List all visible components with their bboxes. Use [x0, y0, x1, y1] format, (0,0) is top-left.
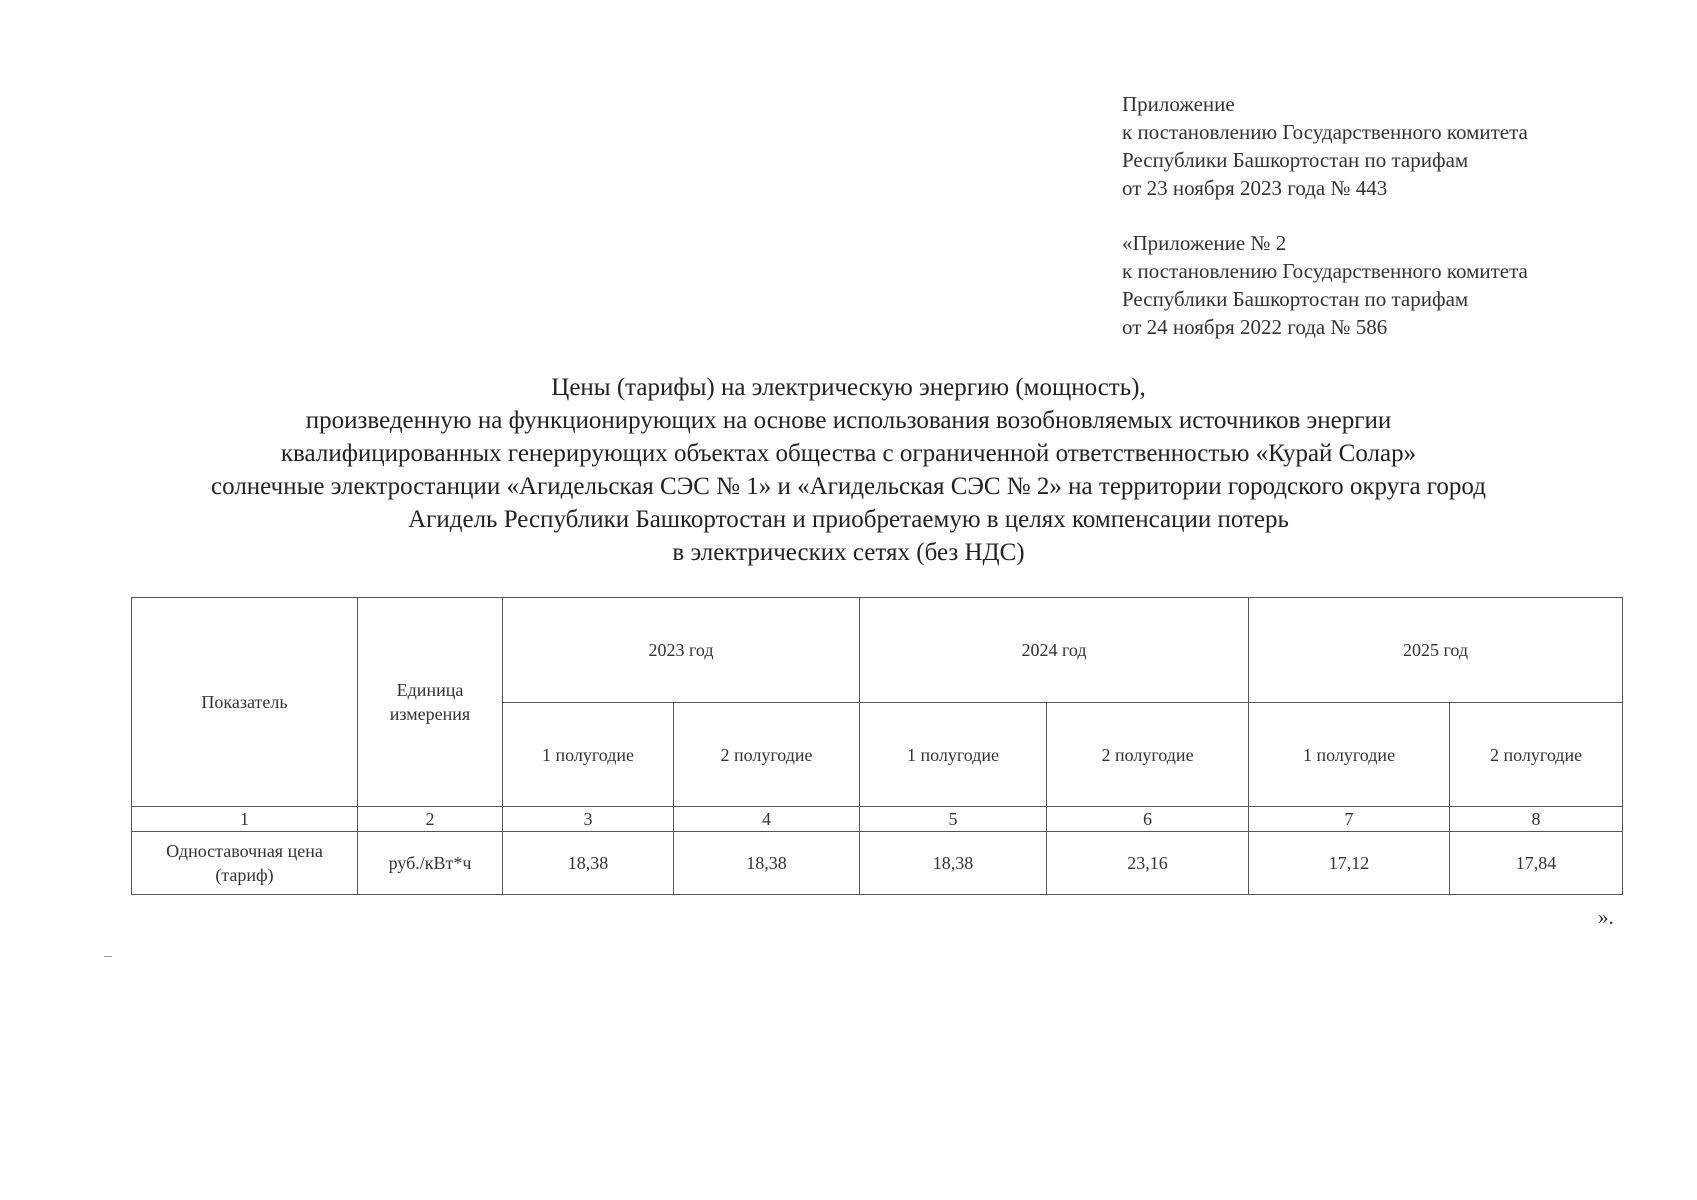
header-half-2: 2 полугодие	[1450, 703, 1623, 807]
tariff-value: 18,38	[503, 832, 674, 895]
tariff-value: 17,84	[1450, 832, 1623, 895]
tariff-table	[131, 597, 1623, 895]
tariff-value: 18,38	[860, 832, 1047, 895]
tariff-value: 23,16	[1047, 832, 1249, 895]
closing-quote-mark: ».	[1598, 905, 1614, 929]
column-number: 4	[674, 807, 860, 832]
title-line: Цены (тарифы) на электрическую энергию (мощность),	[551, 374, 1146, 401]
scan-mark	[104, 956, 112, 957]
column-number: 1	[132, 807, 358, 832]
annex-line: «Приложение № 2	[1122, 231, 1287, 255]
document-title	[0, 371, 1697, 569]
title-line: солнечные электростанции «Агидельская СЭС № 1» и «Агидельская СЭС № 2» на территории городского округа город	[211, 473, 1486, 500]
header-year-2025: 2025 год	[1249, 598, 1623, 703]
header-year-2024: 2024 год	[860, 598, 1249, 703]
tariff-value: 17,12	[1249, 832, 1450, 895]
annex-line: к постановлению Государственного комитета	[1122, 120, 1528, 144]
title-line: произведенную на функционирующих на основе использования возобновляемых источников энергии	[305, 407, 1392, 434]
table-row	[132, 832, 1623, 895]
title-line: квалифицированных генерирующих объектах общества с ограниченной ответственностью «Курай Солар»	[280, 440, 1417, 467]
annex-header-current	[1122, 90, 1682, 202]
column-number: 5	[860, 807, 1047, 832]
header-indicator: Показатель	[132, 598, 358, 807]
header-half-2: 2 полугодие	[674, 703, 860, 807]
title-line: в электрических сетях (без НДС)	[672, 539, 1025, 566]
column-number: 8	[1450, 807, 1623, 832]
row-indicator: Одноставочная цена (тариф)	[132, 832, 358, 895]
annex-line: Республики Башкортостан по тарифам	[1122, 148, 1469, 172]
annex-line: от 24 ноября 2022 года № 586	[1122, 315, 1388, 339]
column-number: 2	[358, 807, 503, 832]
column-number: 7	[1249, 807, 1450, 832]
row-unit: руб./кВт*ч	[358, 832, 503, 895]
header-unit: Единица измерения	[358, 598, 503, 807]
header-half-1: 1 полугодие	[503, 703, 674, 807]
header-half-1: 1 полугодие	[1249, 703, 1450, 807]
tariff-value: 18,38	[674, 832, 860, 895]
header-half-2: 2 полугодие	[1047, 703, 1249, 807]
column-number: 3	[503, 807, 674, 832]
annex-header-previous	[1122, 229, 1682, 341]
title-line: Агидель Республики Башкортостан и приобретаемую в целях компенсации потерь	[408, 506, 1289, 533]
annex-line: к постановлению Государственного комитета	[1122, 259, 1528, 283]
header-half-1: 1 полугодие	[860, 703, 1047, 807]
annex-line: Приложение	[1122, 92, 1235, 116]
annex-line: Республики Башкортостан по тарифам	[1122, 287, 1469, 311]
column-number: 6	[1047, 807, 1249, 832]
header-row-years	[132, 598, 1623, 703]
annex-line: от 23 ноября 2023 года № 443	[1122, 176, 1388, 200]
column-number-row	[132, 807, 1623, 832]
header-year-2023: 2023 год	[503, 598, 860, 703]
